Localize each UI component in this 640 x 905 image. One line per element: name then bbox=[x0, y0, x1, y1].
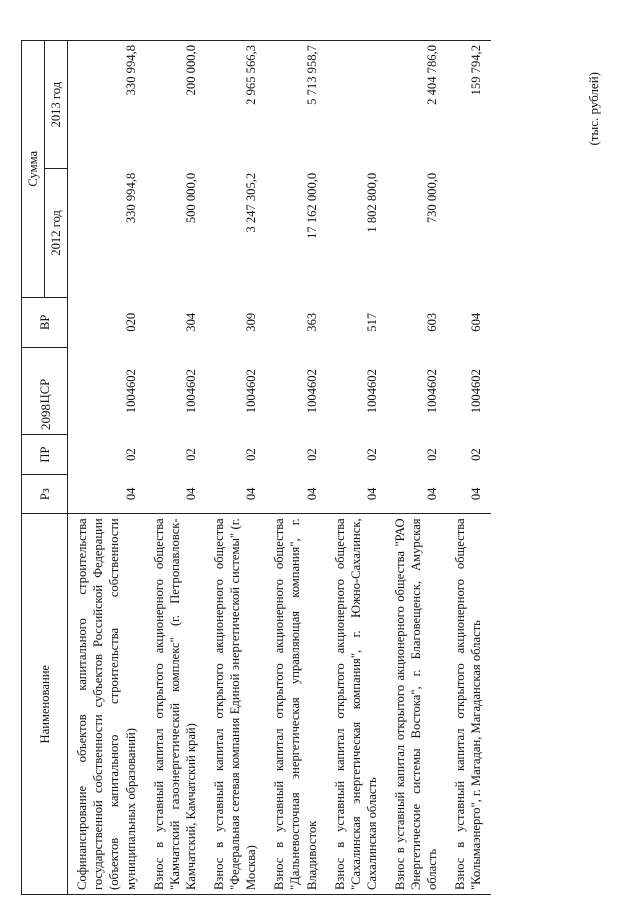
row-pr: 02 bbox=[364, 448, 379, 461]
header-name: Наименование bbox=[22, 514, 68, 895]
header-csr: ЦСР bbox=[22, 348, 68, 435]
rotated-page bbox=[13, 35, 613, 895]
row-sum-2013: 2 965 566,3 bbox=[205, 41, 265, 169]
table-row bbox=[145, 41, 205, 895]
row-rz: 04 bbox=[364, 487, 379, 501]
row-sum-2012 bbox=[446, 169, 490, 297]
row-vr: 517 bbox=[364, 312, 379, 332]
row-rz: 04 bbox=[425, 487, 440, 501]
row-name: Взнос в уставный капитал открытого акционерного общества "Дальневосточная энергетическая управляющая компания", г. Владивосток bbox=[265, 514, 325, 895]
row-rz: 04 bbox=[183, 487, 198, 501]
row-sum-2013: 5 713 958,7 bbox=[265, 41, 325, 169]
row-csr: 1004602 bbox=[469, 369, 484, 414]
budget-table bbox=[21, 40, 491, 895]
row-sum-2012: 1 802 800,0 bbox=[364, 172, 379, 233]
row-vr: 603 bbox=[425, 312, 440, 332]
header-2012: 2012 год bbox=[45, 169, 68, 297]
row-csr: 1004602 bbox=[364, 369, 379, 414]
row-sum-2013: 159 794,2 bbox=[446, 41, 490, 169]
row-vr: 304 bbox=[183, 312, 198, 332]
row-rz: 04 bbox=[244, 487, 259, 501]
row-pr: 02 bbox=[244, 448, 259, 461]
row-sum-2012: 730 000,0 bbox=[425, 172, 440, 224]
header-pr: ПР bbox=[22, 435, 68, 475]
row-pr: 02 bbox=[123, 448, 138, 461]
row-vr: 020 bbox=[123, 312, 138, 332]
row-vr: 309 bbox=[244, 312, 259, 332]
table-body bbox=[68, 41, 491, 895]
page-number: 2098 bbox=[38, 404, 53, 430]
row-sum-2013: 330 994,8 bbox=[68, 41, 145, 169]
table-row bbox=[446, 41, 490, 895]
row-sum-2013: 2 404 786,0 bbox=[386, 41, 446, 169]
row-csr: 1004602 bbox=[244, 369, 259, 414]
header-sum: Сумма bbox=[22, 41, 45, 298]
row-name: Взнос в уставный капитал открытого акционерного общества "Колымаэнерго", г. Магадан, Магаданская область bbox=[446, 514, 490, 895]
row-rz: 04 bbox=[304, 487, 319, 501]
table-row bbox=[205, 41, 265, 895]
row-csr: 1004602 bbox=[304, 369, 319, 414]
row-name: Взнос в уставный капитал открытого акционерного общества "Камчатский газоэнергетический комплекс" (г. Петропавловск-Камчатский, Камчатский край) bbox=[145, 514, 205, 895]
row-name: Взнос в уставный капитал открытого акционерного общества "Сахалинская энергетическая компания", г. Южно-Сахалинск, Сахалинская область bbox=[326, 514, 386, 895]
table-row bbox=[386, 41, 446, 895]
header-rz: Рз bbox=[22, 474, 68, 514]
row-sum-2013 bbox=[326, 41, 386, 169]
row-csr: 1004602 bbox=[123, 369, 138, 414]
row-sum-2012: 500 000,0 bbox=[183, 172, 198, 224]
row-vr: 363 bbox=[304, 312, 319, 332]
table-row bbox=[68, 41, 145, 895]
row-name: Софинансирование объектов капитального строительства государственной собственности субъектов Российской Федерации (объектов капитального строительства собственности муниципальных образований) bbox=[68, 514, 145, 895]
row-name: Взнос в уставный капитал открытого акционерного общества "Федеральная сетевая компания Единой энергетической системы" (г. Москва) bbox=[205, 514, 265, 895]
row-pr: 02 bbox=[425, 448, 440, 461]
table-row bbox=[326, 41, 386, 895]
table-row bbox=[265, 41, 325, 895]
row-pr: 02 bbox=[183, 448, 198, 461]
row-pr: 02 bbox=[304, 448, 319, 461]
header-2013: 2013 год bbox=[45, 41, 68, 169]
table-header bbox=[22, 41, 68, 895]
header-vr: ВР bbox=[22, 297, 68, 347]
row-rz: 04 bbox=[123, 487, 138, 501]
row-rz: 04 bbox=[469, 487, 484, 501]
row-csr: 1004602 bbox=[183, 369, 198, 414]
row-name: Взнос в уставный капитал открытого акционерного общества "РАО Энергетические системы Востока", г. Благовещенск, Амурская область bbox=[386, 514, 446, 895]
row-pr: 02 bbox=[469, 448, 484, 461]
row-csr: 1004602 bbox=[425, 369, 440, 414]
units-note: (тыс. рублей) bbox=[586, 72, 601, 146]
row-vr: 604 bbox=[469, 312, 484, 332]
row-sum-2012: 330 994,8 bbox=[123, 172, 138, 224]
row-sum-2012: 3 247 305,2 bbox=[244, 172, 259, 233]
row-sum-2012: 17 162 000,0 bbox=[304, 172, 319, 239]
row-sum-2013: 200 000,0 bbox=[145, 41, 205, 169]
